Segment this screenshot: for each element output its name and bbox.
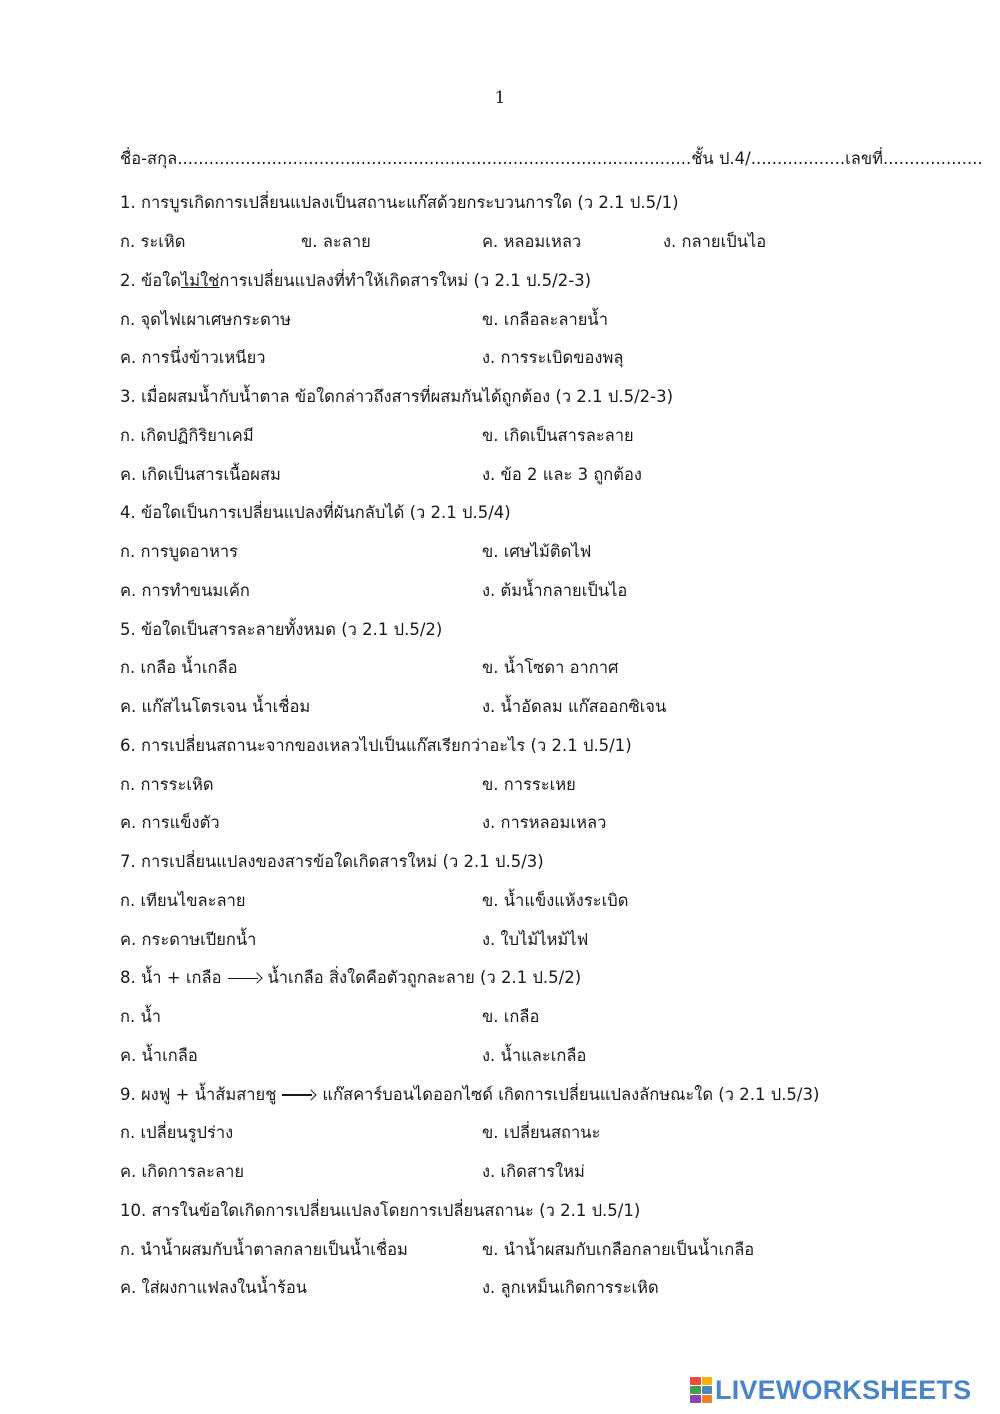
- question-6-options-row1: [120, 765, 900, 804]
- option-a[interactable]: ก. เปลี่ยนรูปร่าง: [120, 1123, 234, 1143]
- question-8: [120, 959, 900, 998]
- option-a[interactable]: ก. จุดไฟเผาเศษกระดาษ: [120, 309, 291, 329]
- liveworksheets-logo[interactable]: [690, 1373, 971, 1407]
- question-2-prefix: 2. ข้อใด: [120, 270, 181, 290]
- student-info-line: ชื่อ-สกุล..................................................................................................ชั้น ป.4/..................เลขที่...................: [120, 149, 983, 168]
- option-c[interactable]: ค. แก๊สไนโตรเจน น้ำเชื่อม: [120, 697, 311, 717]
- option-a[interactable]: ก. ระเหิด: [120, 232, 186, 252]
- question-4-text: 4. ข้อใดเป็นการเปลี่ยนแปลงที่ผันกลับได้ (ว 2.1 ป.5/4): [120, 503, 511, 523]
- question-10-options-row1: [120, 1230, 900, 1269]
- question-10: [120, 1192, 900, 1231]
- question-5-options-row2: [120, 688, 900, 727]
- option-a[interactable]: ก. นำน้ำผสมกับน้ำตาลกลายเป็นน้ำเชื่อม: [120, 1239, 408, 1259]
- question-7: [120, 843, 900, 882]
- option-c[interactable]: ค. ใส่ผงกาแฟลงในน้ำร้อน: [120, 1278, 308, 1298]
- question-2-text: [120, 268, 591, 294]
- option-c[interactable]: ค. กระดาษเปียกน้ำ: [120, 929, 257, 949]
- question-5-options-row1: [120, 649, 900, 688]
- option-d[interactable]: ง. เกิดสารใหม่: [482, 1162, 585, 1182]
- option-b[interactable]: ข. เกิดเป็นสารละลาย: [482, 425, 634, 445]
- option-a[interactable]: ก. การบูดอาหาร: [120, 542, 238, 562]
- question-5: [120, 610, 900, 649]
- option-b[interactable]: ข. ละลาย: [301, 232, 371, 252]
- question-3: [120, 378, 900, 417]
- option-d[interactable]: ง. ใบไม้ไหม้ไฟ: [482, 929, 589, 949]
- question-list: [120, 184, 900, 1308]
- option-c[interactable]: ค. เกิดเป็นสารเนื้อผสม: [120, 464, 281, 484]
- question-10-text: 10. สารในข้อใดเกิดการเปลี่ยนแปลงโดยการเปลี่ยนสถานะ (ว 2.1 ป.5/1): [120, 1200, 641, 1220]
- option-b[interactable]: ข. เกลือละลายน้ำ: [482, 309, 608, 329]
- arrow-right-icon: [228, 973, 262, 985]
- question-8-product: น้ำเกลือ สิ่งใดคือตัวถูกละลาย (ว 2.1 ป.5/2): [267, 968, 582, 988]
- option-c[interactable]: ค. การทำขนมเค้ก: [120, 580, 250, 600]
- option-b[interactable]: ข. การระเหย: [482, 774, 576, 794]
- question-8-options-row1: [120, 998, 900, 1037]
- question-9: [120, 1075, 900, 1114]
- question-8-options-row2: [120, 1037, 900, 1076]
- question-8-reactants: 8. น้ำ + เกลือ: [120, 968, 222, 988]
- option-d[interactable]: ง. ลูกเหม็นเกิดการระเหิด: [482, 1278, 659, 1298]
- question-6-text: 6. การเปลี่ยนสถานะจากของเหลวไปเป็นแก๊สเรียกว่าอะไร (ว 2.1 ป.5/1): [120, 735, 632, 755]
- option-d[interactable]: ง. ต้มน้ำกลายเป็นไอ: [482, 580, 628, 600]
- question-5-text: 5. ข้อใดเป็นสารละลายทั้งหมด (ว 2.1 ป.5/2): [120, 619, 443, 639]
- option-b[interactable]: ข. เศษไม้ติดไฟ: [482, 542, 592, 562]
- option-c[interactable]: ค. การนึ่งข้าวเหนียว: [120, 348, 266, 368]
- option-b[interactable]: ข. น้ำแข็งแห้งระเบิด: [482, 890, 629, 910]
- question-2-options-row1: [120, 300, 900, 339]
- page-number: 1: [494, 88, 506, 108]
- question-6: [120, 727, 900, 766]
- option-c[interactable]: ค. น้ำเกลือ: [120, 1045, 198, 1065]
- liveworksheets-wordmark: LIVEWORKSHEETS: [715, 1374, 972, 1405]
- question-4: [120, 494, 900, 533]
- option-c[interactable]: ค. เกิดการละลาย: [120, 1162, 245, 1182]
- question-3-text: 3. เมื่อผสมน้ำกับน้ำตาล ข้อใดกล่าวถึงสารที่ผสมกันได้ถูกต้อง (ว 2.1 ป.5/2-3): [120, 387, 674, 407]
- question-9-text: [120, 1082, 819, 1108]
- option-a[interactable]: ก. การระเหิด: [120, 774, 214, 794]
- option-c[interactable]: ค. หลอมเหลว: [482, 232, 582, 252]
- liveworksheets-icon: [690, 1377, 712, 1403]
- question-3-options-row1: [120, 417, 900, 456]
- arrow-right-icon: [282, 1089, 316, 1101]
- question-9-options-row2: [120, 1153, 900, 1192]
- option-c[interactable]: ค. การแข็งตัว: [120, 813, 220, 833]
- question-7-options-row1: [120, 882, 900, 921]
- option-b[interactable]: ข. เปลี่ยนสถานะ: [482, 1123, 601, 1143]
- option-d[interactable]: ง. น้ำอัดลม แก๊สออกซิเจน: [482, 697, 667, 717]
- question-6-options-row2: [120, 804, 900, 843]
- option-a[interactable]: ก. เกลือ น้ำเกลือ: [120, 658, 238, 678]
- option-b[interactable]: ข. น้ำโซดา อากาศ: [482, 658, 619, 678]
- question-10-options-row2: [120, 1269, 900, 1308]
- option-d[interactable]: ง. การหลอมเหลว: [482, 813, 607, 833]
- question-9-reactants: 9. ผงฟู + น้ำส้มสายชู: [120, 1084, 277, 1104]
- question-8-text: [120, 965, 581, 991]
- option-d[interactable]: ง. กลายเป็นไอ: [663, 232, 767, 252]
- option-d[interactable]: ง. ข้อ 2 และ 3 ถูกต้อง: [482, 464, 642, 484]
- question-7-options-row2: [120, 920, 900, 959]
- question-1-options: [120, 223, 900, 262]
- question-4-options-row2: [120, 572, 900, 611]
- question-2-options-row2: [120, 339, 900, 378]
- question-2: [120, 262, 900, 301]
- question-3-options-row2: [120, 455, 900, 494]
- question-1-text: 1. การบูรเกิดการเปลี่ยนแปลงเป็นสถานะแก๊สด้วยกระบวนการใด (ว 2.1 ป.5/1): [120, 193, 679, 213]
- question-2-suffix: การเปลี่ยนแปลงที่ทำให้เกิดสารใหม่ (ว 2.1 ป.5/2-3): [219, 270, 592, 290]
- option-a[interactable]: ก. น้ำ: [120, 1007, 162, 1027]
- option-a[interactable]: ก. เทียนไขละลาย: [120, 890, 246, 910]
- question-2-emphasis: ไม่ใช่: [180, 270, 220, 290]
- question-7-text: 7. การเปลี่ยนแปลงของสารข้อใดเกิดสารใหม่ (ว 2.1 ป.5/3): [120, 852, 544, 872]
- option-a[interactable]: ก. เกิดปฏิกิริยาเคมี: [120, 425, 254, 445]
- question-9-options-row1: [120, 1114, 900, 1153]
- option-b[interactable]: ข. เกลือ: [482, 1007, 540, 1027]
- option-d[interactable]: ง. การระเบิดของพลุ: [482, 348, 624, 368]
- option-b[interactable]: ข. นำน้ำผสมกับเกลือกลายเป็นน้ำเกลือ: [482, 1239, 755, 1259]
- question-4-options-row1: [120, 533, 900, 572]
- question-9-product: แก๊สคาร์บอนไดออกไซด์ เกิดการเปลี่ยนแปลงลักษณะใด (ว 2.1 ป.5/3): [322, 1084, 820, 1104]
- question-1: [120, 184, 900, 223]
- option-d[interactable]: ง. น้ำและเกลือ: [482, 1045, 587, 1065]
